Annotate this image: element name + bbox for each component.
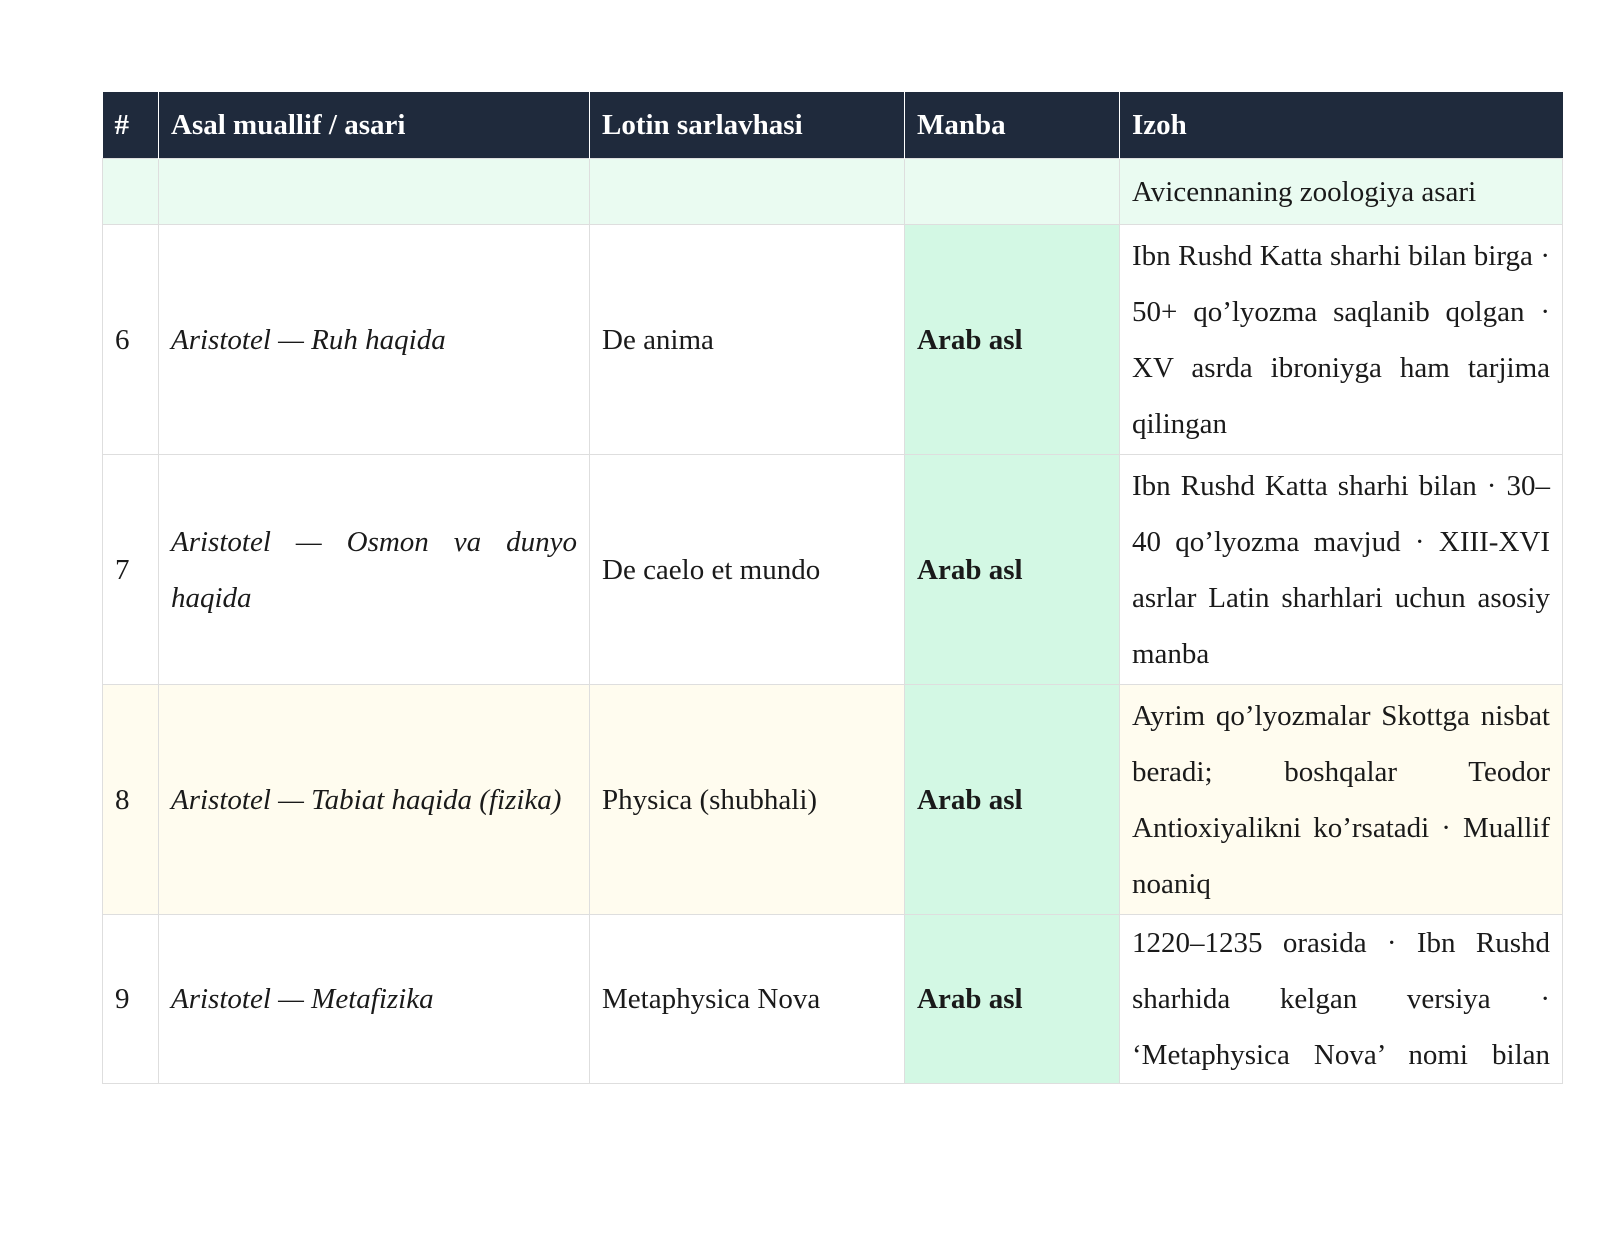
table-row	[103, 225, 1563, 455]
row-author: Aristotel — Osmon va dunyo haqida	[159, 455, 590, 685]
table-row	[103, 915, 1563, 1084]
row-num	[103, 159, 159, 225]
row-source: Arab asl	[905, 455, 1120, 685]
row-latin-title: Physica (shubhali)	[590, 685, 905, 915]
row-note: 1220–1235 orasida · Ibn Rushd sharhida kelgan versiya · ‘Metaphysica Nova’ nomi bilan	[1120, 915, 1563, 1084]
table-header-row	[103, 92, 1563, 159]
header-author: Asal muallif / asari	[159, 92, 590, 159]
row-source	[905, 159, 1120, 225]
row-note: Ibn Rushd Katta sharhi bilan birga · 50+ qo’lyozma saqlanib qolgan · XV asrda ibroniyga ham tarjima qilingan	[1120, 225, 1563, 455]
row-latin-title: De anima	[590, 225, 905, 455]
row-num: 8	[103, 685, 159, 915]
row-author: Aristotel — Metafizika	[159, 915, 590, 1084]
row-author: Aristotel — Tabiat haqida (fizika)	[159, 685, 590, 915]
row-note: Ibn Rushd Katta sharhi bilan · 30–40 qo’lyozma mavjud · XIII-XVI asrlar Latin sharhlari uchun asosiy manba	[1120, 455, 1563, 685]
row-latin-title	[590, 159, 905, 225]
table-row	[103, 159, 1563, 225]
table-row	[103, 455, 1563, 685]
header-latin-title: Lotin sarlavhasi	[590, 92, 905, 159]
row-note: Avicennaning zoologiya asari	[1120, 159, 1563, 225]
row-num: 9	[103, 915, 159, 1084]
row-source: Arab asl	[905, 915, 1120, 1084]
row-num: 6	[103, 225, 159, 455]
row-author	[159, 159, 590, 225]
row-note: Ayrim qo’lyozmalar Skottga nisbat beradi; boshqalar Teodor Antioxiyalikni ko’rsatadi · Muallif noaniq	[1120, 685, 1563, 915]
row-author: Aristotel — Ruh haqida	[159, 225, 590, 455]
sources-table	[102, 92, 1563, 1084]
row-num: 7	[103, 455, 159, 685]
table-row	[103, 685, 1563, 915]
row-latin-title: De caelo et mundo	[590, 455, 905, 685]
row-source: Arab asl	[905, 685, 1120, 915]
header-num: #	[103, 92, 159, 159]
header-source: Manba	[905, 92, 1120, 159]
header-note: Izoh	[1120, 92, 1563, 159]
row-latin-title: Metaphysica Nova	[590, 915, 905, 1084]
row-source: Arab asl	[905, 225, 1120, 455]
